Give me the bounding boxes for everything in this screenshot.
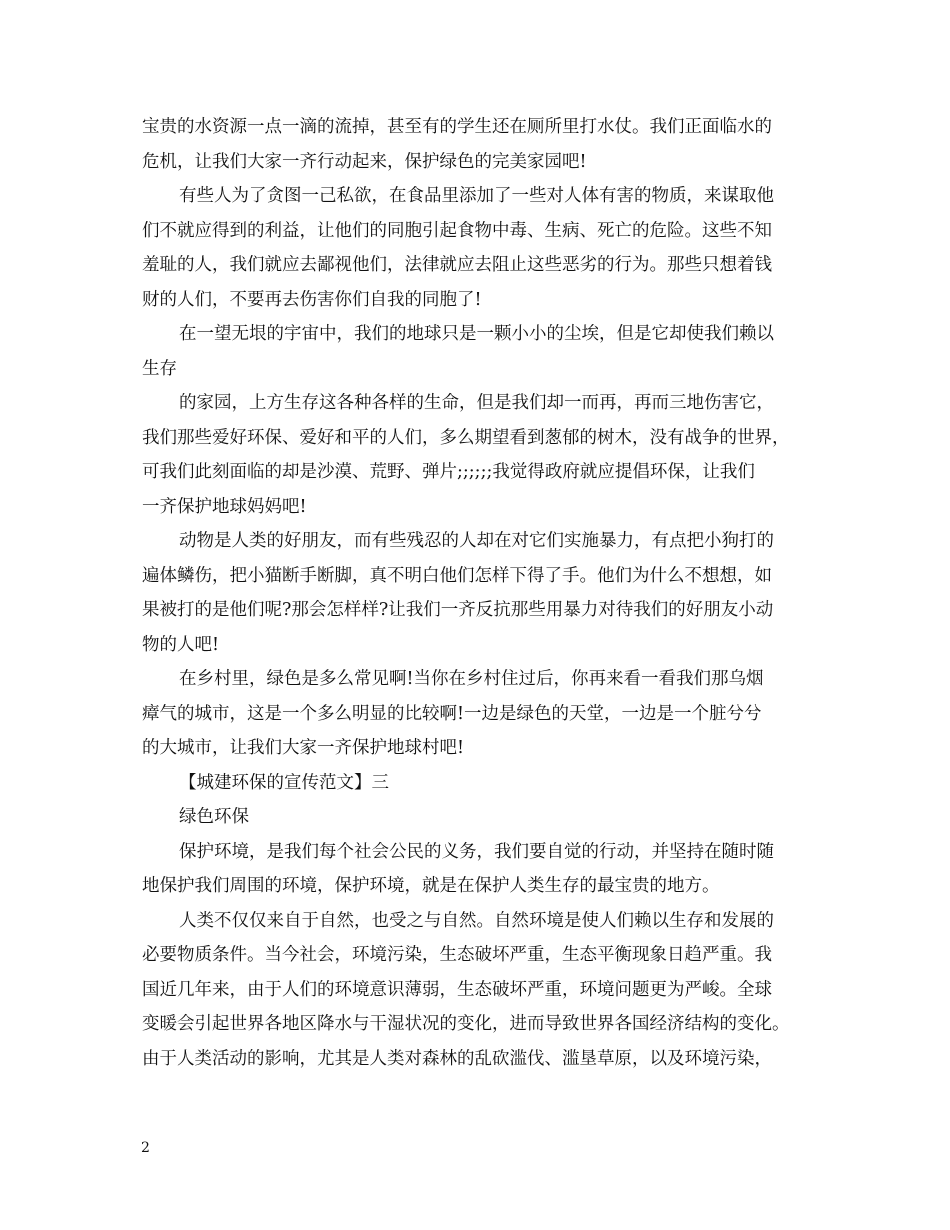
text-line: 人类不仅仅来自于自然，也受之与自然。自然环境是使人们赖以生存和发展的 xyxy=(179,910,774,931)
text-line: 宝贵的水资源一点一滴的流掉，甚至有的学生还在厕所里打水仗。我们正面临水的 xyxy=(142,117,772,137)
text-line: 地保护我们周围的环境，保护环境，就是在保护人类生存的最宝贵的地方。 xyxy=(142,876,720,896)
text-line: 生存 xyxy=(142,358,177,379)
text-line: 必要物质条件。当今社会，环境污染，生态破坏严重，生态平衡现象日趋严重。我 xyxy=(142,945,772,965)
text-line: 物的人吧! xyxy=(142,634,220,655)
text-line: 由于人类活动的影响，尤其是人类对森林的乱砍滥伐、滥垦草原，以及环境污染， xyxy=(142,1048,772,1069)
text-line: 在乡村里，绿色是多么常见啊!当你在乡村住过后，你再来看一看我们那乌烟 xyxy=(179,669,764,689)
text-line: 一齐保护地球妈妈吧! xyxy=(142,496,307,517)
text-line: 果被打的是他们呢?那会怎样样?让我们一齐反抗那些用暴力对待我们的好朋友小动 xyxy=(142,600,774,620)
text-line: 变暖会引起世界各地区降水与干湿状况的变化，进而导致世界各国经济结构的变化。 xyxy=(142,1014,790,1034)
text-line: 国近几年来，由于人们的环境意识薄弱，生态破坏严重，环境问题更为严峻。全球 xyxy=(142,979,772,1000)
text-line: 遍体鳞伤，把小猫断手断脚，真不明白他们怎样下得了手。他们为什么不想想，如 xyxy=(142,565,772,586)
text-line: 保护环境，是我们每个社会公民的义务，我们要自觉的行动，并坚持在随时随 xyxy=(179,841,774,862)
text-line: 可我们此刻面临的却是沙漠、荒野、弹片;;;;;;我觉得政府就应提倡环保，让我们 xyxy=(142,462,755,482)
text-line: 绿色环保 xyxy=(179,807,249,827)
text-line: 有些人为了贪图一己私欲，在食品里添加了一些对人体有害的物质，来谋取他 xyxy=(179,186,774,206)
text-line: 动物是人类的好朋友，而有些残忍的人却在对它们实施暴力，有点把小狗打的 xyxy=(179,531,774,551)
text-line: 财的人们，不要再去伤害你们自我的同胞了! xyxy=(142,289,482,310)
text-line: 羞耻的人，我们就应去鄙视他们，法律就应去阻止这些恶劣的行为。那些只想着钱 xyxy=(142,255,772,275)
page-number: 2 xyxy=(141,1140,150,1156)
text-line: 在一望无垠的宇宙中，我们的地球只是一颗小小的尘埃，但是它却使我们赖以 xyxy=(179,324,774,344)
text-line: 【城建环保的宣传范文】三 xyxy=(179,772,389,793)
text-line: 的家园，上方生存这各种各样的生命，但是我们却一而再，再而三地伤害它， xyxy=(179,393,774,413)
text-line: 们不就应得到的利益，让他们的同胞引起食物中毒、生病、死亡的危险。这些不知 xyxy=(142,220,772,241)
text-line: 危机，让我们大家一齐行动起来，保护绿色的完美家园吧! xyxy=(142,151,587,172)
text-line: 的大城市，让我们大家一齐保护地球村吧! xyxy=(142,738,465,758)
text-line: 瘴气的城市，这是一个多么明显的比较啊!一边是绿色的天堂，一边是一个脏兮兮 xyxy=(142,703,762,724)
text-line: 我们那些爱好环保、爱好和平的人们，多么期望看到葱郁的树木，没有战争的世界， xyxy=(142,427,790,448)
document-body xyxy=(142,110,832,1076)
